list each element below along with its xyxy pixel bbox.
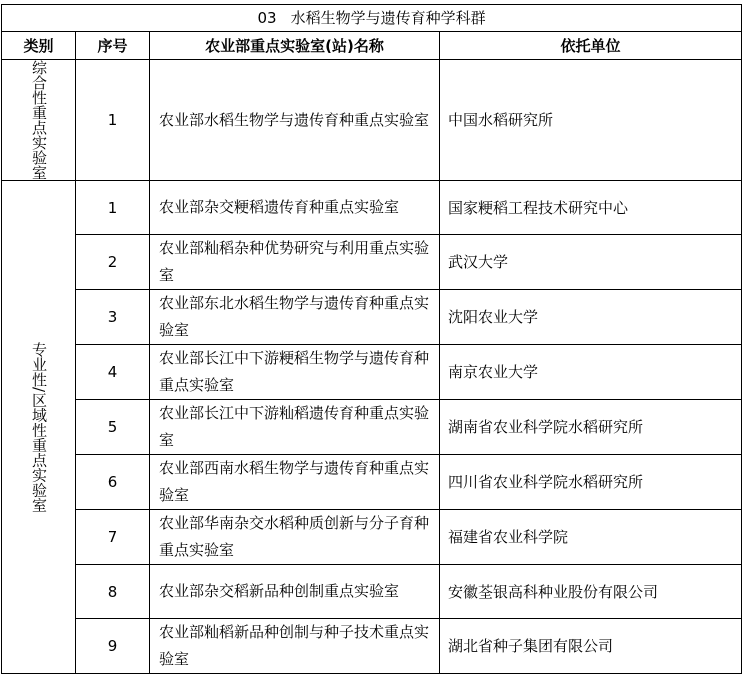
index-cell: 7 xyxy=(76,510,150,565)
host-unit-cell: 湖南省农业科学院水稻研究所 xyxy=(440,400,742,455)
host-unit-cell: 武汉大学 xyxy=(440,235,742,290)
index-cell: 3 xyxy=(76,290,150,345)
title-number: 03 xyxy=(257,9,277,27)
index-cell: 1 xyxy=(76,181,150,235)
host-unit-cell: 中国水稻研究所 xyxy=(440,60,742,181)
table-row xyxy=(2,345,742,400)
header-index: 序号 xyxy=(76,32,150,60)
lab-name-cell: 农业部杂交稻新品种创制重点实验室 xyxy=(150,565,440,619)
table-row xyxy=(2,60,742,181)
table-row xyxy=(2,565,742,619)
header-category: 类别 xyxy=(2,32,76,60)
table-row xyxy=(2,235,742,290)
lab-name-cell: 农业部华南杂交水稻种质创新与分子育种重点实验室 xyxy=(150,510,440,565)
lab-name-cell: 农业部长江中下游籼稻遗传育种重点实验室 xyxy=(150,400,440,455)
table-row xyxy=(2,455,742,510)
host-unit-cell: 南京农业大学 xyxy=(440,345,742,400)
index-cell: 9 xyxy=(76,619,150,674)
table-row xyxy=(2,619,742,674)
table-row xyxy=(2,510,742,565)
category-cell xyxy=(2,60,76,181)
host-unit-cell: 四川省农业科学院水稻研究所 xyxy=(440,455,742,510)
host-unit-cell: 沈阳农业大学 xyxy=(440,290,742,345)
lab-name-cell: 农业部西南水稻生物学与遗传育种重点实验室 xyxy=(150,455,440,510)
index-cell: 5 xyxy=(76,400,150,455)
index-cell: 8 xyxy=(76,565,150,619)
host-unit-cell: 安徽荃银高科种业股份有限公司 xyxy=(440,565,742,619)
index-cell: 4 xyxy=(76,345,150,400)
index-cell: 6 xyxy=(76,455,150,510)
host-unit-cell: 湖北省种子集团有限公司 xyxy=(440,619,742,674)
table-title xyxy=(2,5,742,32)
index-cell: 1 xyxy=(76,60,150,181)
lab-name-cell: 农业部杂交粳稻遗传育种重点实验室 xyxy=(150,181,440,235)
table-title-row xyxy=(2,5,742,32)
host-unit-cell: 福建省农业科学院 xyxy=(440,510,742,565)
header-lab-name: 农业部重点实验室(站)名称 xyxy=(150,32,440,60)
table-row xyxy=(2,400,742,455)
category-cell xyxy=(2,181,76,674)
lab-name-cell: 农业部籼稻杂种优势研究与利用重点实验室 xyxy=(150,235,440,290)
category-label: 专业性/区域性重点实验室 xyxy=(30,341,48,513)
header-row xyxy=(2,32,742,60)
lab-name-cell: 农业部长江中下游粳稻生物学与遗传育种重点实验室 xyxy=(150,345,440,400)
host-unit-cell: 国家粳稻工程技术研究中心 xyxy=(440,181,742,235)
category-label: 综合性重点实验室 xyxy=(30,60,48,180)
lab-table xyxy=(1,4,742,674)
lab-name-cell: 农业部东北水稻生物学与遗传育种重点实验室 xyxy=(150,290,440,345)
title-text: 水稻生物学与遗传育种学科群 xyxy=(290,9,486,27)
table-row xyxy=(2,181,742,235)
table-row xyxy=(2,290,742,345)
lab-name-cell: 农业部籼稻新品种创制与种子技术重点实验室 xyxy=(150,619,440,674)
index-cell: 2 xyxy=(76,235,150,290)
lab-name-cell: 农业部水稻生物学与遗传育种重点实验室 xyxy=(150,60,440,181)
header-host-unit: 依托单位 xyxy=(440,32,742,60)
